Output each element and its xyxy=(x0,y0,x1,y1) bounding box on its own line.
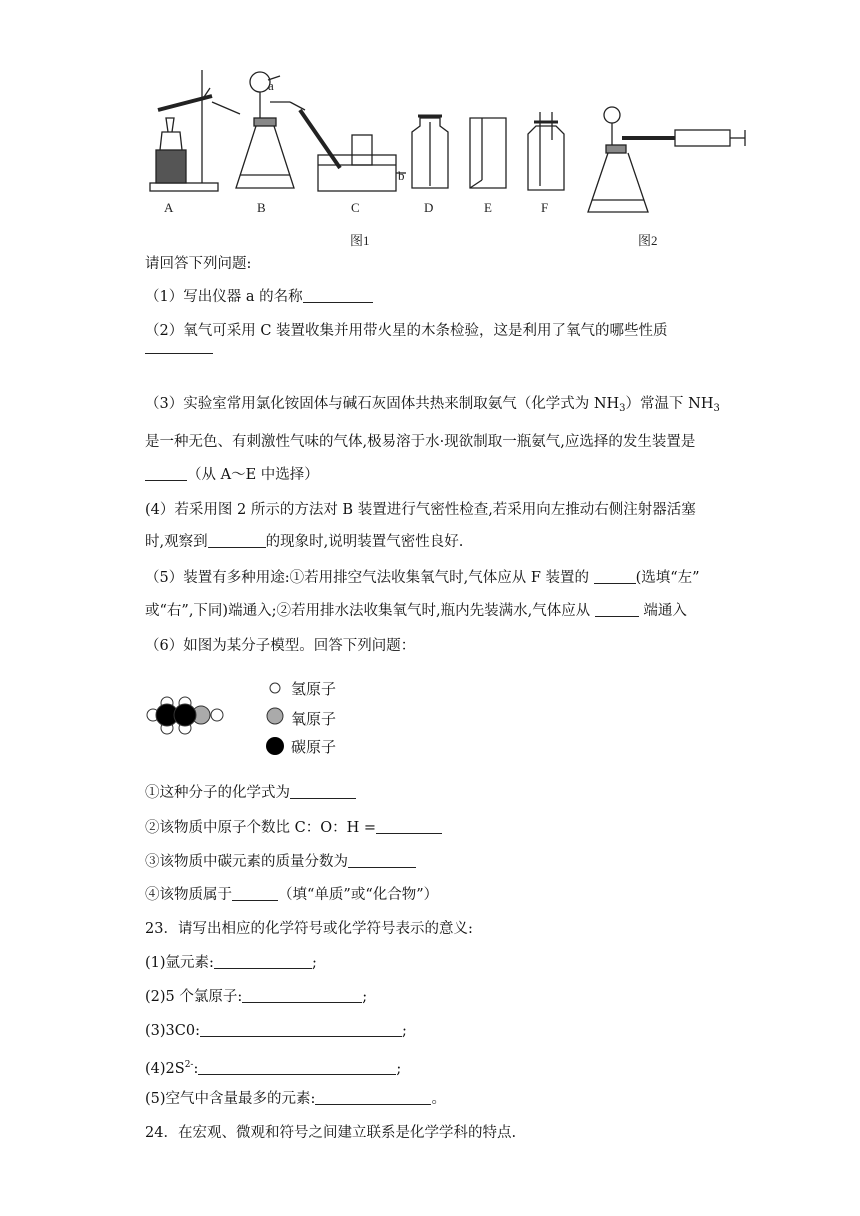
apparatus-e xyxy=(470,118,506,188)
answer-blank xyxy=(232,886,278,901)
legend-oxygen-marker xyxy=(267,708,283,724)
q23-4-superscript: 2- xyxy=(184,1060,194,1070)
question-6: （6）如图为某分子模型。回答下列问题： xyxy=(145,638,416,654)
apparatus-a xyxy=(150,70,240,191)
period: 。 xyxy=(431,1091,446,1107)
q5-text-b2: 端通入 xyxy=(638,603,687,619)
legend-carbon: 碳原子 xyxy=(291,738,337,756)
question-23: 23．请写出相应的化学符号或化学符号表示的意义: xyxy=(145,921,473,937)
apparatus-drawing xyxy=(140,60,760,250)
question-3-line2: 是一种无色、有刺激性气味的气体,极易溶于水·现欲制取一瓶氨气,应选择的发生装置是 xyxy=(145,434,696,450)
figure2-caption: 图2 xyxy=(638,233,658,248)
apparatus-d xyxy=(412,116,448,188)
sub-question-3 xyxy=(145,852,416,872)
label-f: F xyxy=(541,200,549,215)
q5-text-a2: (选填“左” xyxy=(635,570,700,586)
legend-hydrogen: 氢原子 xyxy=(291,680,337,698)
answer-blank xyxy=(145,339,213,354)
question-24: 24．在宏观、微观和符号之间建立联系是化学学科的特点. xyxy=(145,1125,517,1141)
legend-carbon-marker xyxy=(266,737,284,755)
question-23-5 xyxy=(145,1089,446,1109)
answer-blank xyxy=(208,533,266,548)
answer-blank xyxy=(315,1090,431,1105)
label-e: E xyxy=(484,200,492,215)
semicolon: ; xyxy=(401,1023,407,1039)
question-1-text: （1）写出仪器 a 的名称 xyxy=(145,289,303,305)
answer-blank xyxy=(242,988,362,1003)
answer-blank xyxy=(348,853,416,868)
question-4-line2 xyxy=(145,532,463,552)
q23-1-text: (1)氩元素: xyxy=(145,955,214,971)
sub-question-2 xyxy=(145,818,442,838)
legend-hydrogen-marker xyxy=(270,683,280,693)
answer-blank xyxy=(214,954,312,969)
apparatus-c xyxy=(300,110,406,191)
s4-text-b: （填“单质”或“化合物”） xyxy=(278,887,439,903)
semicolon: ; xyxy=(362,989,368,1005)
question-1 xyxy=(145,287,373,307)
question-2-blank-line xyxy=(145,338,213,358)
answer-blank xyxy=(303,288,373,303)
semicolon: ; xyxy=(396,1061,402,1077)
molecule-model xyxy=(145,672,385,762)
intro-text: 请回答下列问题: xyxy=(145,256,252,272)
label-a: A xyxy=(164,200,174,215)
label-d: D xyxy=(424,200,434,215)
question-4-line1: (4）若采用图 2 所示的方法对 B 装置进行气密性检查,若采用向左推动右侧注射器活塞 xyxy=(145,502,696,518)
sub-question-4 xyxy=(145,885,438,905)
question-23-3 xyxy=(145,1021,407,1041)
label-b: B xyxy=(257,200,266,215)
question-5-line1 xyxy=(145,568,700,588)
question-23-2 xyxy=(145,987,367,1007)
pointer-a-label: a xyxy=(268,78,274,93)
molecule-drawing xyxy=(145,690,235,760)
answer-blank xyxy=(290,784,356,799)
hydrogen-atom xyxy=(211,709,223,721)
s4-text-a: ④该物质属于 xyxy=(145,887,232,903)
carbon-atom xyxy=(174,704,196,726)
q5-text-b1: 或“右”,下同)端通入;②若用排水法收集氧气时,瓶内先装满水,气体应从 xyxy=(145,603,595,619)
answer-blank xyxy=(198,1060,396,1075)
figure1-caption: 图1 xyxy=(350,233,370,248)
q23-3-text: (3)3C0: xyxy=(145,1023,200,1039)
q3-sub-a: 3 xyxy=(619,403,626,414)
q5-text-a1: （5）装置有多种用途:①若用排空气法收集氧气时,气体应从 F 装置的 xyxy=(145,570,594,586)
q3-text-c: （从 A～E 中选择） xyxy=(187,467,319,483)
q23-4-text-a: (4)2S xyxy=(145,1061,185,1077)
question-23-4 xyxy=(145,1055,401,1079)
answer-blank xyxy=(376,819,442,834)
label-c: C xyxy=(351,200,360,215)
question-2: （2）氧气可采用 C 装置收集并用带火星的木条检验，这是利用了氧气的哪些性质 xyxy=(145,323,668,339)
q23-4-text-b: : xyxy=(193,1061,199,1077)
s3-text: ③该物质中碳元素的质量分数为 xyxy=(145,854,348,870)
answer-blank xyxy=(595,602,639,617)
answer-blank xyxy=(145,466,187,481)
question-3-line3 xyxy=(145,465,319,485)
q23-5-text: (5)空气中含量最多的元素: xyxy=(145,1091,316,1107)
q3-text-a: （3）实验室常用氯化铵固体与碱石灰固体共热来制取氨气（化学式为 NH xyxy=(145,396,620,412)
apparatus-figure xyxy=(140,60,760,250)
q3-sub-a2: 3 xyxy=(713,403,720,414)
answer-blank xyxy=(594,569,636,584)
legend-oxygen: 氧原子 xyxy=(291,710,337,728)
sub-question-1 xyxy=(145,783,356,803)
s1-text: ①这种分子的化学式为 xyxy=(145,785,290,801)
question-3-line1 xyxy=(145,394,720,419)
answer-blank xyxy=(200,1022,402,1037)
semicolon: ; xyxy=(311,955,317,971)
q4-text-b1: 时,观察到 xyxy=(145,534,208,550)
legend-markers xyxy=(263,676,287,756)
apparatus-fig2 xyxy=(588,107,745,212)
question-23-1 xyxy=(145,953,317,973)
s2-text: ②该物质中原子个数比 C：O：H = xyxy=(145,820,376,836)
apparatus-f xyxy=(528,112,564,190)
q23-2-text: (2)5 个氯原子: xyxy=(145,989,243,1005)
question-5-line2 xyxy=(145,601,687,621)
pointer-b-label: b xyxy=(398,168,405,183)
q3-text-a2: ）常温下 NH xyxy=(625,396,714,412)
q4-text-b2: 的现象时,说明装置气密性良好. xyxy=(265,534,464,550)
